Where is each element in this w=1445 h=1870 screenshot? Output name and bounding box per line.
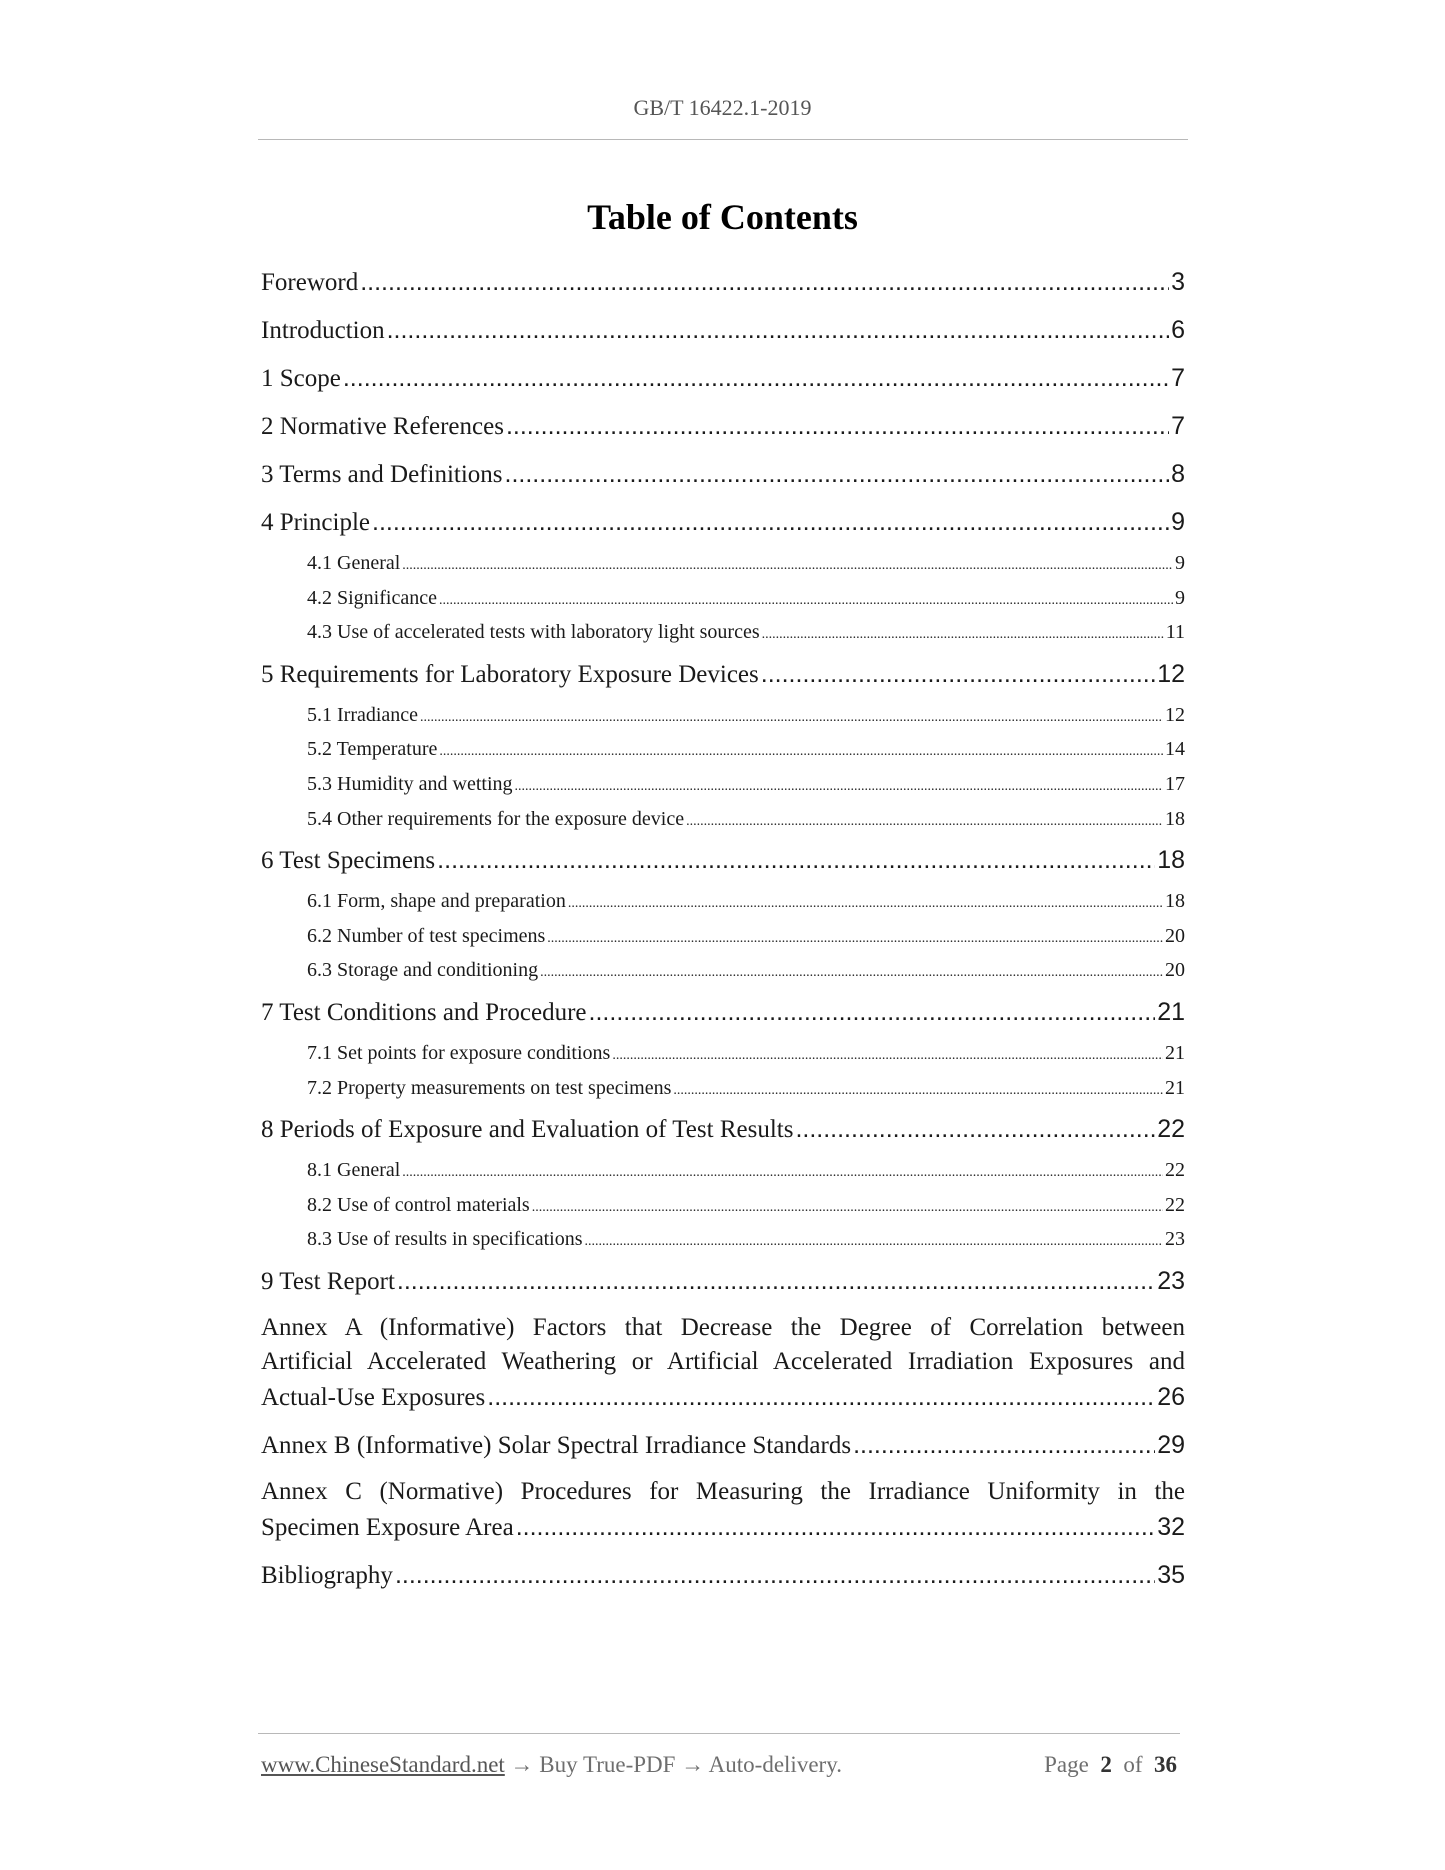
toc-entry-label: 8.1 General (307, 1159, 401, 1182)
dot-leader (387, 306, 1170, 354)
dot-leader (589, 988, 1156, 1036)
toc-entry-test-conditions[interactable] (261, 988, 1185, 1036)
toc-entry-label: 7.2 Property measurements on test specimens (307, 1076, 672, 1099)
dot-leader (420, 701, 1163, 736)
toc-entry-label: 3 Terms and Definitions (261, 461, 503, 488)
toc-entry-bibliography[interactable] (261, 1551, 1185, 1599)
toc-entry-label: 7 Test Conditions and Procedure (261, 998, 587, 1026)
page-footer (261, 1752, 1181, 1778)
dot-leader (686, 805, 1163, 840)
toc-entry-normative-references[interactable] (261, 402, 1185, 450)
dot-leader (372, 498, 1169, 546)
toc-entry-label: 6.3 Storage and conditioning (307, 959, 539, 982)
page-title: Table of Contents (587, 197, 858, 237)
toc-entry-page: 22 (1165, 1193, 1185, 1216)
toc-entry-page: 12 (1157, 659, 1185, 688)
delivery-text: Auto-delivery. (708, 1752, 842, 1777)
toc-entry-page: 18 (1165, 807, 1185, 830)
dot-leader (397, 1257, 1155, 1305)
toc-entry-label: 6.2 Number of test specimens (307, 924, 546, 947)
toc-entry-label: 1 Scope (261, 365, 341, 392)
toc-subentry-5-4[interactable] (261, 802, 1185, 837)
toc-entry-page: 20 (1165, 959, 1185, 982)
buy-pdf-text: Buy True-PDF (539, 1752, 676, 1777)
toc-entry-terms-definitions[interactable] (261, 450, 1185, 498)
toc-entry-page: 7 (1171, 412, 1185, 440)
toc-entry-page: 21 (1165, 1076, 1185, 1099)
of-word: of (1123, 1752, 1143, 1777)
dot-leader (761, 650, 1155, 698)
toc-subentry-4-3[interactable] (261, 615, 1185, 650)
toc-entry-scope[interactable] (261, 354, 1185, 402)
toc-subentry-6-2[interactable] (261, 919, 1185, 954)
dot-leader (515, 770, 1163, 805)
toc-entry-page: 23 (1157, 1266, 1185, 1295)
toc-entry-label: 5.4 Other requirements for the exposure device (307, 807, 685, 830)
toc-subentry-5-2[interactable] (261, 732, 1185, 767)
toc-entry-label: 8.2 Use of control materials (307, 1193, 530, 1216)
toc-entry-page: 21 (1157, 997, 1185, 1026)
arrow-icon: → (510, 1752, 534, 1777)
footer-divider (258, 1733, 1180, 1734)
toc-subentry-7-1[interactable] (261, 1036, 1185, 1071)
toc-subentry-5-1[interactable] (261, 698, 1185, 733)
toc-entry-label: 6 Test Specimens (261, 847, 436, 875)
toc-entry-label: 4 Principle (261, 509, 371, 536)
toc-subentry-7-2[interactable] (261, 1071, 1185, 1106)
toc-subentry-4-1[interactable] (261, 546, 1185, 581)
toc-entry-introduction[interactable] (261, 306, 1185, 354)
page-word: Page (1044, 1752, 1089, 1777)
dot-leader (568, 887, 1163, 922)
page-total: 36 (1154, 1752, 1177, 1777)
toc-entry-label: 5 Requirements for Laboratory Exposure Devices (261, 660, 759, 688)
toc-entry-label: 5.2 Temperature (307, 738, 438, 761)
toc-entry-page: 7 (1171, 364, 1185, 392)
toc-entry-label: Bibliography (261, 1562, 393, 1590)
toc-entry-page: 32 (1157, 1512, 1185, 1541)
toc-entry-label: 2 Normative References (261, 413, 504, 440)
toc-entry-label: 8.3 Use of results in specifications (307, 1228, 583, 1251)
toc-subentry-8-2[interactable] (261, 1188, 1185, 1223)
toc-subentry-4-2[interactable] (261, 581, 1185, 616)
dot-leader (516, 1510, 1155, 1545)
toc-entry-annex-a[interactable] (261, 1305, 1185, 1422)
toc-subentry-6-1[interactable] (261, 884, 1185, 919)
dot-leader (547, 922, 1163, 957)
toc-entry-label: 5.1 Irradiance (307, 703, 419, 726)
page-current: 2 (1100, 1752, 1112, 1777)
dot-leader (612, 1039, 1163, 1074)
toc-subentry-5-3[interactable] (261, 767, 1185, 802)
toc-entry-page: 22 (1165, 1159, 1185, 1182)
toc-subentry-6-3[interactable] (261, 953, 1185, 988)
toc-entry-page: 21 (1165, 1041, 1185, 1064)
toc-entry-page: 6 (1171, 316, 1185, 344)
toc-entry-label-line: Artificial Accelerated Weathering or Artificial Accelerated Irradiation Exposures and (261, 1348, 1185, 1376)
toc-entry-page: 9 (1175, 552, 1185, 574)
toc-entry-foreword[interactable] (261, 258, 1185, 306)
dot-leader (505, 450, 1170, 498)
toc-entry-label-line: Annex A (Informative) Factors that Decrease the Degree of Correlation between (261, 1313, 1185, 1341)
site-link[interactable]: www.ChineseStandard.net (261, 1752, 505, 1777)
toc-entry-periods-of-exposure[interactable] (261, 1105, 1185, 1153)
dot-leader (673, 1074, 1163, 1109)
toc-entry-page: 3 (1171, 268, 1185, 296)
toc-entry-test-report[interactable] (261, 1257, 1185, 1305)
toc-entry-page: 9 (1171, 508, 1185, 536)
toc-entry-principle[interactable] (261, 498, 1185, 546)
toc-entry-label: 9 Test Report (261, 1267, 395, 1295)
toc-entry-label: 4.2 Significance (307, 586, 437, 609)
toc-entry-label: 8 Periods of Exposure and Evaluation of Test Results (261, 1116, 794, 1144)
toc-entry-test-specimens[interactable] (261, 836, 1185, 884)
dot-leader (343, 354, 1169, 402)
toc-entry-label: 7.1 Set points for exposure conditions (307, 1041, 611, 1064)
table-of-contents (261, 258, 1185, 1599)
dot-leader (795, 1105, 1155, 1153)
toc-entry-page: 12 (1165, 703, 1185, 726)
dot-leader (532, 1191, 1163, 1226)
arrow-icon: → (681, 1752, 705, 1777)
toc-entry-annex-c[interactable] (261, 1469, 1185, 1551)
dot-leader (395, 1551, 1155, 1599)
toc-entry-label: 4.1 General (307, 552, 401, 574)
toc-entry-page: 9 (1175, 586, 1185, 609)
toc-entry-page: 8 (1171, 460, 1185, 488)
toc-entry-page: 11 (1165, 621, 1185, 644)
toc-entry-page: 14 (1165, 738, 1185, 761)
dot-leader (762, 618, 1164, 653)
toc-entry-page: 18 (1165, 890, 1185, 913)
toc-entry-page: 22 (1157, 1115, 1185, 1144)
dot-leader (437, 836, 1155, 884)
dot-leader (487, 1380, 1155, 1415)
toc-entry-label: Annex B (Informative) Solar Spectral Irradiance Standards (261, 1432, 852, 1460)
dot-leader (402, 1156, 1163, 1191)
toc-entry-page: 17 (1165, 772, 1185, 795)
toc-entry-requirements[interactable] (261, 650, 1185, 698)
toc-entry-page: 35 (1157, 1561, 1185, 1590)
toc-entry-label: 5.3 Humidity and wetting (307, 772, 513, 795)
page-indicator (1044, 1752, 1177, 1778)
toc-entry-label: Actual-Use Exposures (261, 1383, 486, 1411)
dot-leader (540, 956, 1163, 991)
dot-leader (853, 1421, 1155, 1469)
toc-entry-label-line: Annex C (Normative) Procedures for Measuring the Irradiance Uniformity in the (261, 1478, 1185, 1506)
dot-leader (585, 1225, 1164, 1260)
header-divider (258, 139, 1188, 140)
toc-subentry-8-3[interactable] (261, 1222, 1185, 1257)
toc-entry-page: 26 (1157, 1382, 1185, 1411)
dot-leader (360, 258, 1169, 306)
toc-entry-label: 4.3 Use of accelerated tests with laboratory light sources (307, 621, 760, 644)
toc-entry-page: 18 (1157, 846, 1185, 875)
toc-subentry-8-1[interactable] (261, 1153, 1185, 1188)
document-code-header: GB/T 16422.1-2019 (633, 95, 812, 120)
toc-entry-label: Introduction (261, 317, 385, 344)
toc-entry-label: Foreword (261, 269, 359, 296)
dot-leader (439, 584, 1173, 619)
toc-entry-page: 20 (1165, 924, 1185, 947)
toc-entry-page: 29 (1157, 1431, 1185, 1460)
toc-entry-label: 6.1 Form, shape and preparation (307, 890, 566, 913)
dot-leader (439, 735, 1163, 770)
toc-entry-annex-b[interactable] (261, 1421, 1185, 1469)
dot-leader (506, 402, 1169, 450)
toc-entry-label: Specimen Exposure Area (261, 1513, 514, 1541)
toc-entry-page: 23 (1165, 1228, 1185, 1251)
dot-leader (402, 549, 1173, 584)
